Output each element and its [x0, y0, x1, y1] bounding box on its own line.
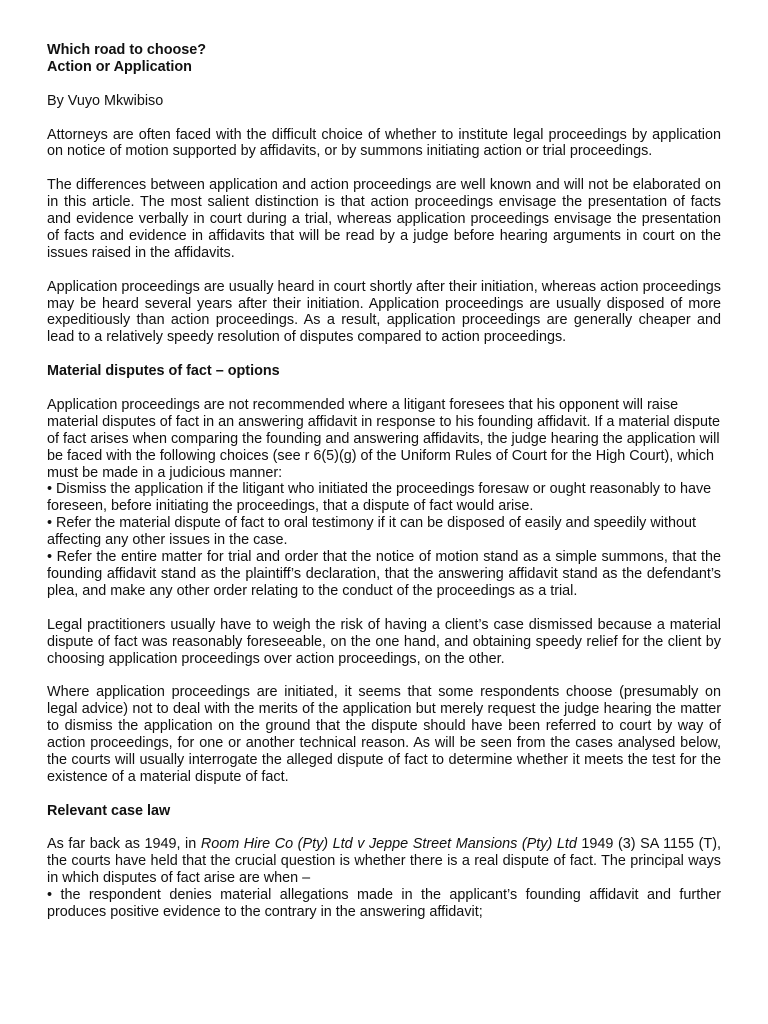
- case-law-lead-after: 1949 (3) SA 1155 (T), the courts have held that the crucial question is whether there is a real dispute of fact. The principal ways in which disputes of fact arise are when –: [47, 836, 721, 887]
- disputes-bullet-3: • Refer the entire matter for trial and order that the notice of motion stand as a simple summons, that the founding affidavit stand as the plaintiff’s declaration, that the answering affidavit stand as the defendant’s plea, and make any other order relating to the conduct of the proceedings as a trial.: [47, 549, 721, 599]
- case-name: Room Hire Co (Pty) Ltd v Jeppe Street Mansions (Pty) Ltd: [200, 836, 577, 853]
- section-heading-disputes: Material disputes of fact – options: [47, 363, 280, 380]
- disputes-lead-paragraph: Application proceedings are not recommended where a litigant foresees that his opponent will raise material disputes of fact in an answering affidavit in response to his founding affidavit. If a material dispute of fact arises when comparing the founding and answering affidavits, the judge hearing the application will be faced with the following choices (see r 6(5)(g) of the Uniform Rules of Court for the High Court), which must be made in a judicious manner:: [47, 396, 721, 481]
- case-law-bullet-1: • the respondent denies material allegations made in the applicant’s founding affidavit and further produces positive evidence to the contrary in the answering affidavit;: [47, 887, 721, 921]
- case-law-lead-before: As far back as 1949, in: [47, 836, 201, 853]
- document-title: Which road to choose?: [47, 42, 207, 58]
- document-subtitle: Action or Application: [47, 58, 192, 75]
- case-law-lead-paragraph: [47, 836, 721, 887]
- byline: By Vuyo Mkwibiso: [47, 92, 164, 109]
- disputes-paragraph-2: Legal practitioners usually have to weigh the risk of having a client’s case dismissed because a material dispute of fact was reasonably foreseeable, on the one hand, and obtaining speedy relief for the client by choosing application proceedings over action proceedings, on the other.: [47, 616, 721, 667]
- intro-paragraph-1: Attorneys are often faced with the difficult choice of whether to institute legal proceedings by application on notice of motion supported by affidavits, or by summons initiating action or trial proceedings.: [47, 126, 721, 160]
- section-heading-case-law: Relevant case law: [47, 802, 171, 819]
- disputes-paragraph-3: Where application proceedings are initiated, it seems that some respondents choose (presumably on legal advice) not to deal with the merits of the application but merely request the judge hearing the matter to dismiss the application on the ground that the dispute should have been referred to court by way of action proceedings, for one or another technical reason. As will be seen from the cases analysed below, the courts will usually interrogate the alleged dispute of fact to determine whether it meets the test for the existence of a material dispute of fact.: [47, 684, 721, 785]
- intro-paragraph-3: Application proceedings are usually heard in court shortly after their initiation, whereas action proceedings may be heard several years after their initiation. Application proceedings are usually disposed of more expeditiously than action proceedings. As a result, application proceedings are generally cheaper and lead to a relatively speedy resolution of disputes compared to action proceedings.: [47, 278, 721, 346]
- document-page: [47, 42, 721, 921]
- disputes-bullet-1: • Dismiss the application if the litigant who initiated the proceedings foresaw or ought reasonably to have foreseen, before initiating the proceedings, that a dispute of fact would arise.: [47, 481, 712, 515]
- intro-paragraph-2: The differences between application and action proceedings are well known and will not be elaborated on in this article. The most salient distinction is that action proceedings envisage the presentation of facts and evidence verbally in court during a trial, whereas application proceedings envisage the presentation of facts and evidence in affidavits that will be read by a judge before hearing arguments in court on the issues raised in the affidavits.: [47, 177, 721, 261]
- disputes-bullet-2: • Refer the material dispute of fact to oral testimony if it can be disposed of easily and speedily without affecting any other issues in the case.: [47, 515, 696, 549]
